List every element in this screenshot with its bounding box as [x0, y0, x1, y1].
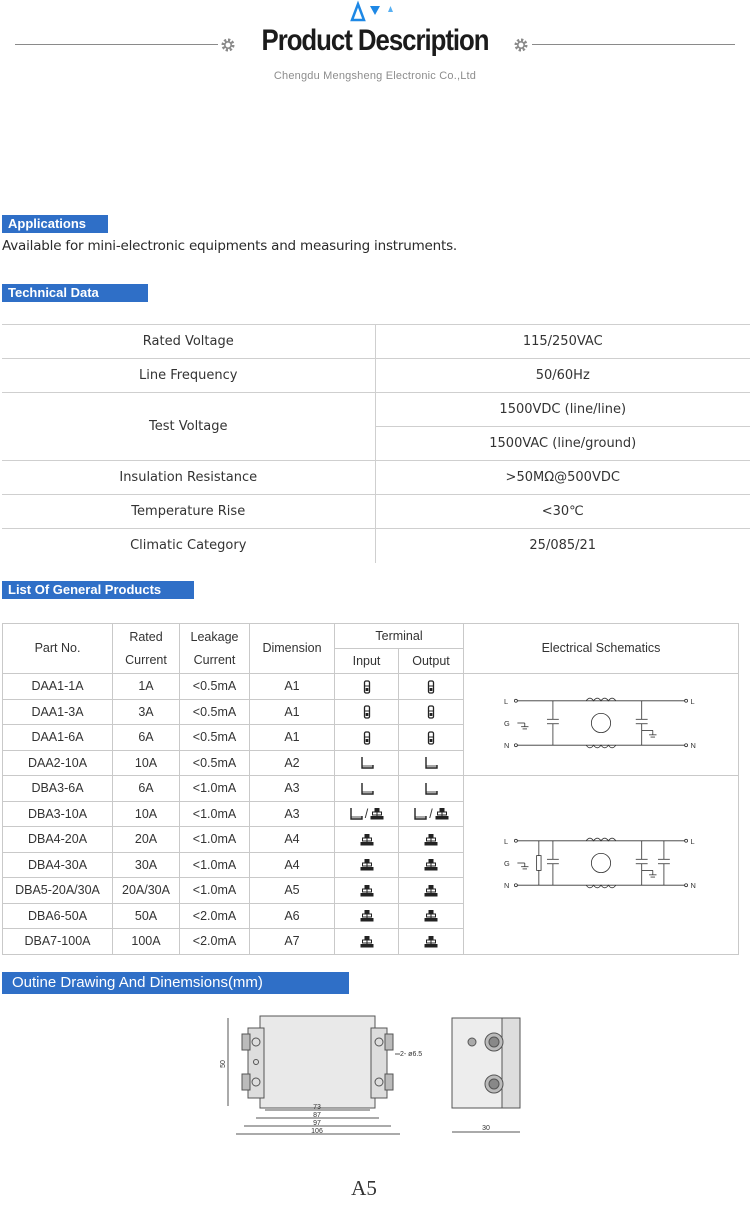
- input-terminal-cell: [335, 852, 399, 878]
- output-terminal-cell: [399, 750, 464, 776]
- dimension-cell: A1: [250, 674, 335, 700]
- spec-value: 1500VDC (line/line): [375, 393, 750, 427]
- applications-heading: Applications: [2, 215, 108, 233]
- screw-terminal-icon: [423, 833, 439, 847]
- leakage-current-cell: <0.5mA: [180, 750, 250, 776]
- spec-name: Temperature Rise: [2, 495, 375, 529]
- spec-value: 50/60Hz: [375, 359, 750, 393]
- input-terminal-cell: [335, 750, 399, 776]
- spec-value: 1500VAC (line/ground): [375, 427, 750, 461]
- svg-text:G: G: [504, 718, 510, 728]
- technical-data-table: [2, 324, 750, 563]
- table-row: [2, 461, 750, 495]
- input-terminal-cell: [335, 827, 399, 853]
- part-no-cell: DBA4-30A: [3, 852, 113, 878]
- table-row: [3, 674, 739, 700]
- part-no-cell: DBA7-100A: [3, 929, 113, 955]
- output-terminal-cell: [399, 903, 464, 929]
- screw-terminal-icon: [369, 807, 385, 821]
- output-terminal-cell: [399, 674, 464, 700]
- svg-text:106: 106: [311, 1128, 323, 1135]
- part-no-cell: DAA1-3A: [3, 699, 113, 725]
- svg-text:L: L: [504, 696, 509, 706]
- spec-name: Test Voltage: [2, 393, 375, 461]
- rated-current-cell: 20A/30A: [113, 878, 180, 904]
- input-terminal-cell: [335, 929, 399, 955]
- part-no-cell: DBA4-20A: [3, 827, 113, 853]
- col-electrical-schematics: Electrical Schematics: [464, 624, 739, 674]
- rated-current-cell: 10A: [113, 750, 180, 776]
- svg-text:L: L: [504, 837, 509, 847]
- part-no-cell: DBA3-6A: [3, 776, 113, 802]
- col-output: Output: [399, 649, 464, 674]
- input-terminal-cell: [335, 903, 399, 929]
- dimension-cell: A5: [250, 878, 335, 904]
- products-table: [2, 623, 739, 955]
- outline-heading: Outine Drawing And Dinemsions(mm): [2, 972, 349, 994]
- dimension-cell: A3: [250, 776, 335, 802]
- table-row: [2, 359, 750, 393]
- col-input: Input: [335, 649, 399, 674]
- screw-terminal-icon: [423, 858, 439, 872]
- input-terminal-cell: [335, 801, 399, 827]
- output-terminal-cell: [399, 929, 464, 955]
- pin-terminal-icon: [423, 680, 439, 694]
- outline-drawing: [220, 1012, 530, 1142]
- rated-current-cell: 50A: [113, 903, 180, 929]
- rated-current-cell: 20A: [113, 827, 180, 853]
- dimension-cell: A4: [250, 852, 335, 878]
- svg-text:G: G: [504, 859, 510, 869]
- screw-terminal-icon: [423, 884, 439, 898]
- table-row: [3, 776, 739, 802]
- svg-text:N: N: [504, 741, 510, 751]
- svg-text:N: N: [690, 881, 696, 891]
- pin-terminal-icon: [423, 731, 439, 745]
- pin-terminal-icon: [359, 705, 375, 719]
- rated-current-cell: 10A: [113, 801, 180, 827]
- spec-value: 115/250VAC: [375, 325, 750, 359]
- spec-name: Line Frequency: [2, 359, 375, 393]
- svg-text:97: 97: [313, 1120, 321, 1127]
- dimension-cell: A3: [250, 801, 335, 827]
- col-terminal: Terminal: [335, 624, 464, 649]
- applications-text: Available for mini-electronic equipments and measuring instruments.: [2, 238, 458, 254]
- dimension-cell: A6: [250, 903, 335, 929]
- tab-terminal-icon: [359, 782, 375, 796]
- dimension-cell: A7: [250, 929, 335, 955]
- spec-value: <30℃: [375, 495, 750, 529]
- output-terminal-cell: [399, 878, 464, 904]
- input-terminal-cell: [335, 674, 399, 700]
- tab-terminal-icon: [348, 807, 364, 821]
- input-terminal-cell: [335, 878, 399, 904]
- screw-terminal-icon: [423, 935, 439, 949]
- part-no-cell: DBA6-50A: [3, 903, 113, 929]
- page-title: Product Description: [261, 24, 489, 57]
- pin-terminal-icon: [359, 680, 375, 694]
- products-heading: List Of General Products: [2, 581, 194, 599]
- leakage-current-cell: <0.5mA: [180, 699, 250, 725]
- table-row: [2, 393, 750, 427]
- tab-terminal-icon: [359, 756, 375, 770]
- rated-current-cell: 3A: [113, 699, 180, 725]
- company-name: Chengdu Mengsheng Electronic Co.,Ltd: [273, 70, 477, 82]
- spec-value: >50MΩ@500VDC: [375, 461, 750, 495]
- table-header-row: [3, 624, 739, 649]
- output-terminal-cell: [399, 801, 464, 827]
- col-rated-current: Rated Current: [113, 624, 180, 674]
- svg-text:50: 50: [220, 1060, 227, 1068]
- screw-terminal-icon: [359, 909, 375, 923]
- screw-terminal-icon: [359, 884, 375, 898]
- svg-text:73: 73: [313, 1104, 321, 1111]
- leakage-current-cell: <1.0mA: [180, 801, 250, 827]
- pin-terminal-icon: [423, 705, 439, 719]
- rated-current-cell: 6A: [113, 776, 180, 802]
- screw-terminal-icon: [359, 858, 375, 872]
- output-terminal-cell: [399, 776, 464, 802]
- dimension-cell: A4: [250, 827, 335, 853]
- part-no-cell: DAA1-6A: [3, 725, 113, 751]
- tab-terminal-icon: [412, 807, 428, 821]
- svg-text:L: L: [690, 696, 695, 706]
- leakage-current-cell: <2.0mA: [180, 929, 250, 955]
- screw-terminal-icon: [423, 909, 439, 923]
- svg-text:N: N: [504, 881, 510, 891]
- tab-terminal-icon: [423, 756, 439, 770]
- input-terminal-cell: [335, 725, 399, 751]
- slash-separator: /: [429, 807, 433, 822]
- model-label: A5: [351, 1176, 377, 1200]
- leakage-current-cell: <1.0mA: [180, 827, 250, 853]
- screw-terminal-icon: [359, 935, 375, 949]
- screw-terminal-icon: [359, 833, 375, 847]
- spec-name: Climatic Category: [2, 529, 375, 563]
- spec-value: 25/085/21: [375, 529, 750, 563]
- dimension-cell: A1: [250, 725, 335, 751]
- input-terminal-cell: [335, 699, 399, 725]
- filter-schematic-diagram: [501, 686, 701, 760]
- table-row: [2, 529, 750, 563]
- leakage-current-cell: <1.0mA: [180, 852, 250, 878]
- svg-text:N: N: [690, 741, 696, 751]
- leakage-current-cell: <1.0mA: [180, 776, 250, 802]
- rated-current-cell: 100A: [113, 929, 180, 955]
- screw-terminal-icon: [434, 807, 450, 821]
- rated-current-cell: 30A: [113, 852, 180, 878]
- svg-text:L: L: [690, 837, 695, 847]
- table-row: [2, 325, 750, 359]
- svg-text:30: 30: [482, 1125, 490, 1132]
- triangle-logo-icon: [348, 0, 408, 22]
- rated-current-cell: 6A: [113, 725, 180, 751]
- output-terminal-cell: [399, 725, 464, 751]
- output-terminal-cell: [399, 699, 464, 725]
- part-no-cell: DAA2-10A: [3, 750, 113, 776]
- schematic-cell: [464, 674, 739, 776]
- spec-name: Rated Voltage: [2, 325, 375, 359]
- filter-schematic-diagram: [501, 826, 701, 900]
- technical-data-heading: Technical Data: [2, 284, 148, 302]
- dimension-cell: A2: [250, 750, 335, 776]
- pin-terminal-icon: [359, 731, 375, 745]
- leakage-current-cell: <0.5mA: [180, 725, 250, 751]
- table-row: [2, 495, 750, 529]
- output-terminal-cell: [399, 852, 464, 878]
- output-terminal-cell: [399, 827, 464, 853]
- spec-name: Insulation Resistance: [2, 461, 375, 495]
- dimension-cell: A1: [250, 699, 335, 725]
- rated-current-cell: 1A: [113, 674, 180, 700]
- svg-text:87: 87: [313, 1112, 321, 1119]
- input-terminal-cell: [335, 776, 399, 802]
- col-dimension: Dimension: [250, 624, 335, 674]
- leakage-current-cell: <1.0mA: [180, 878, 250, 904]
- part-no-cell: DBA5-20A/30A: [3, 878, 113, 904]
- leakage-current-cell: <2.0mA: [180, 903, 250, 929]
- col-leakage-current: Leakage Current: [180, 624, 250, 674]
- col-part-no: Part No.: [3, 624, 113, 674]
- tab-terminal-icon: [423, 782, 439, 796]
- part-no-cell: DBA3-10A: [3, 801, 113, 827]
- schematic-cell: [464, 776, 739, 955]
- leakage-current-cell: <0.5mA: [180, 674, 250, 700]
- svg-text:2- ø6.5: 2- ø6.5: [400, 1051, 423, 1058]
- part-no-cell: DAA1-1A: [3, 674, 113, 700]
- slash-separator: /: [364, 807, 369, 822]
